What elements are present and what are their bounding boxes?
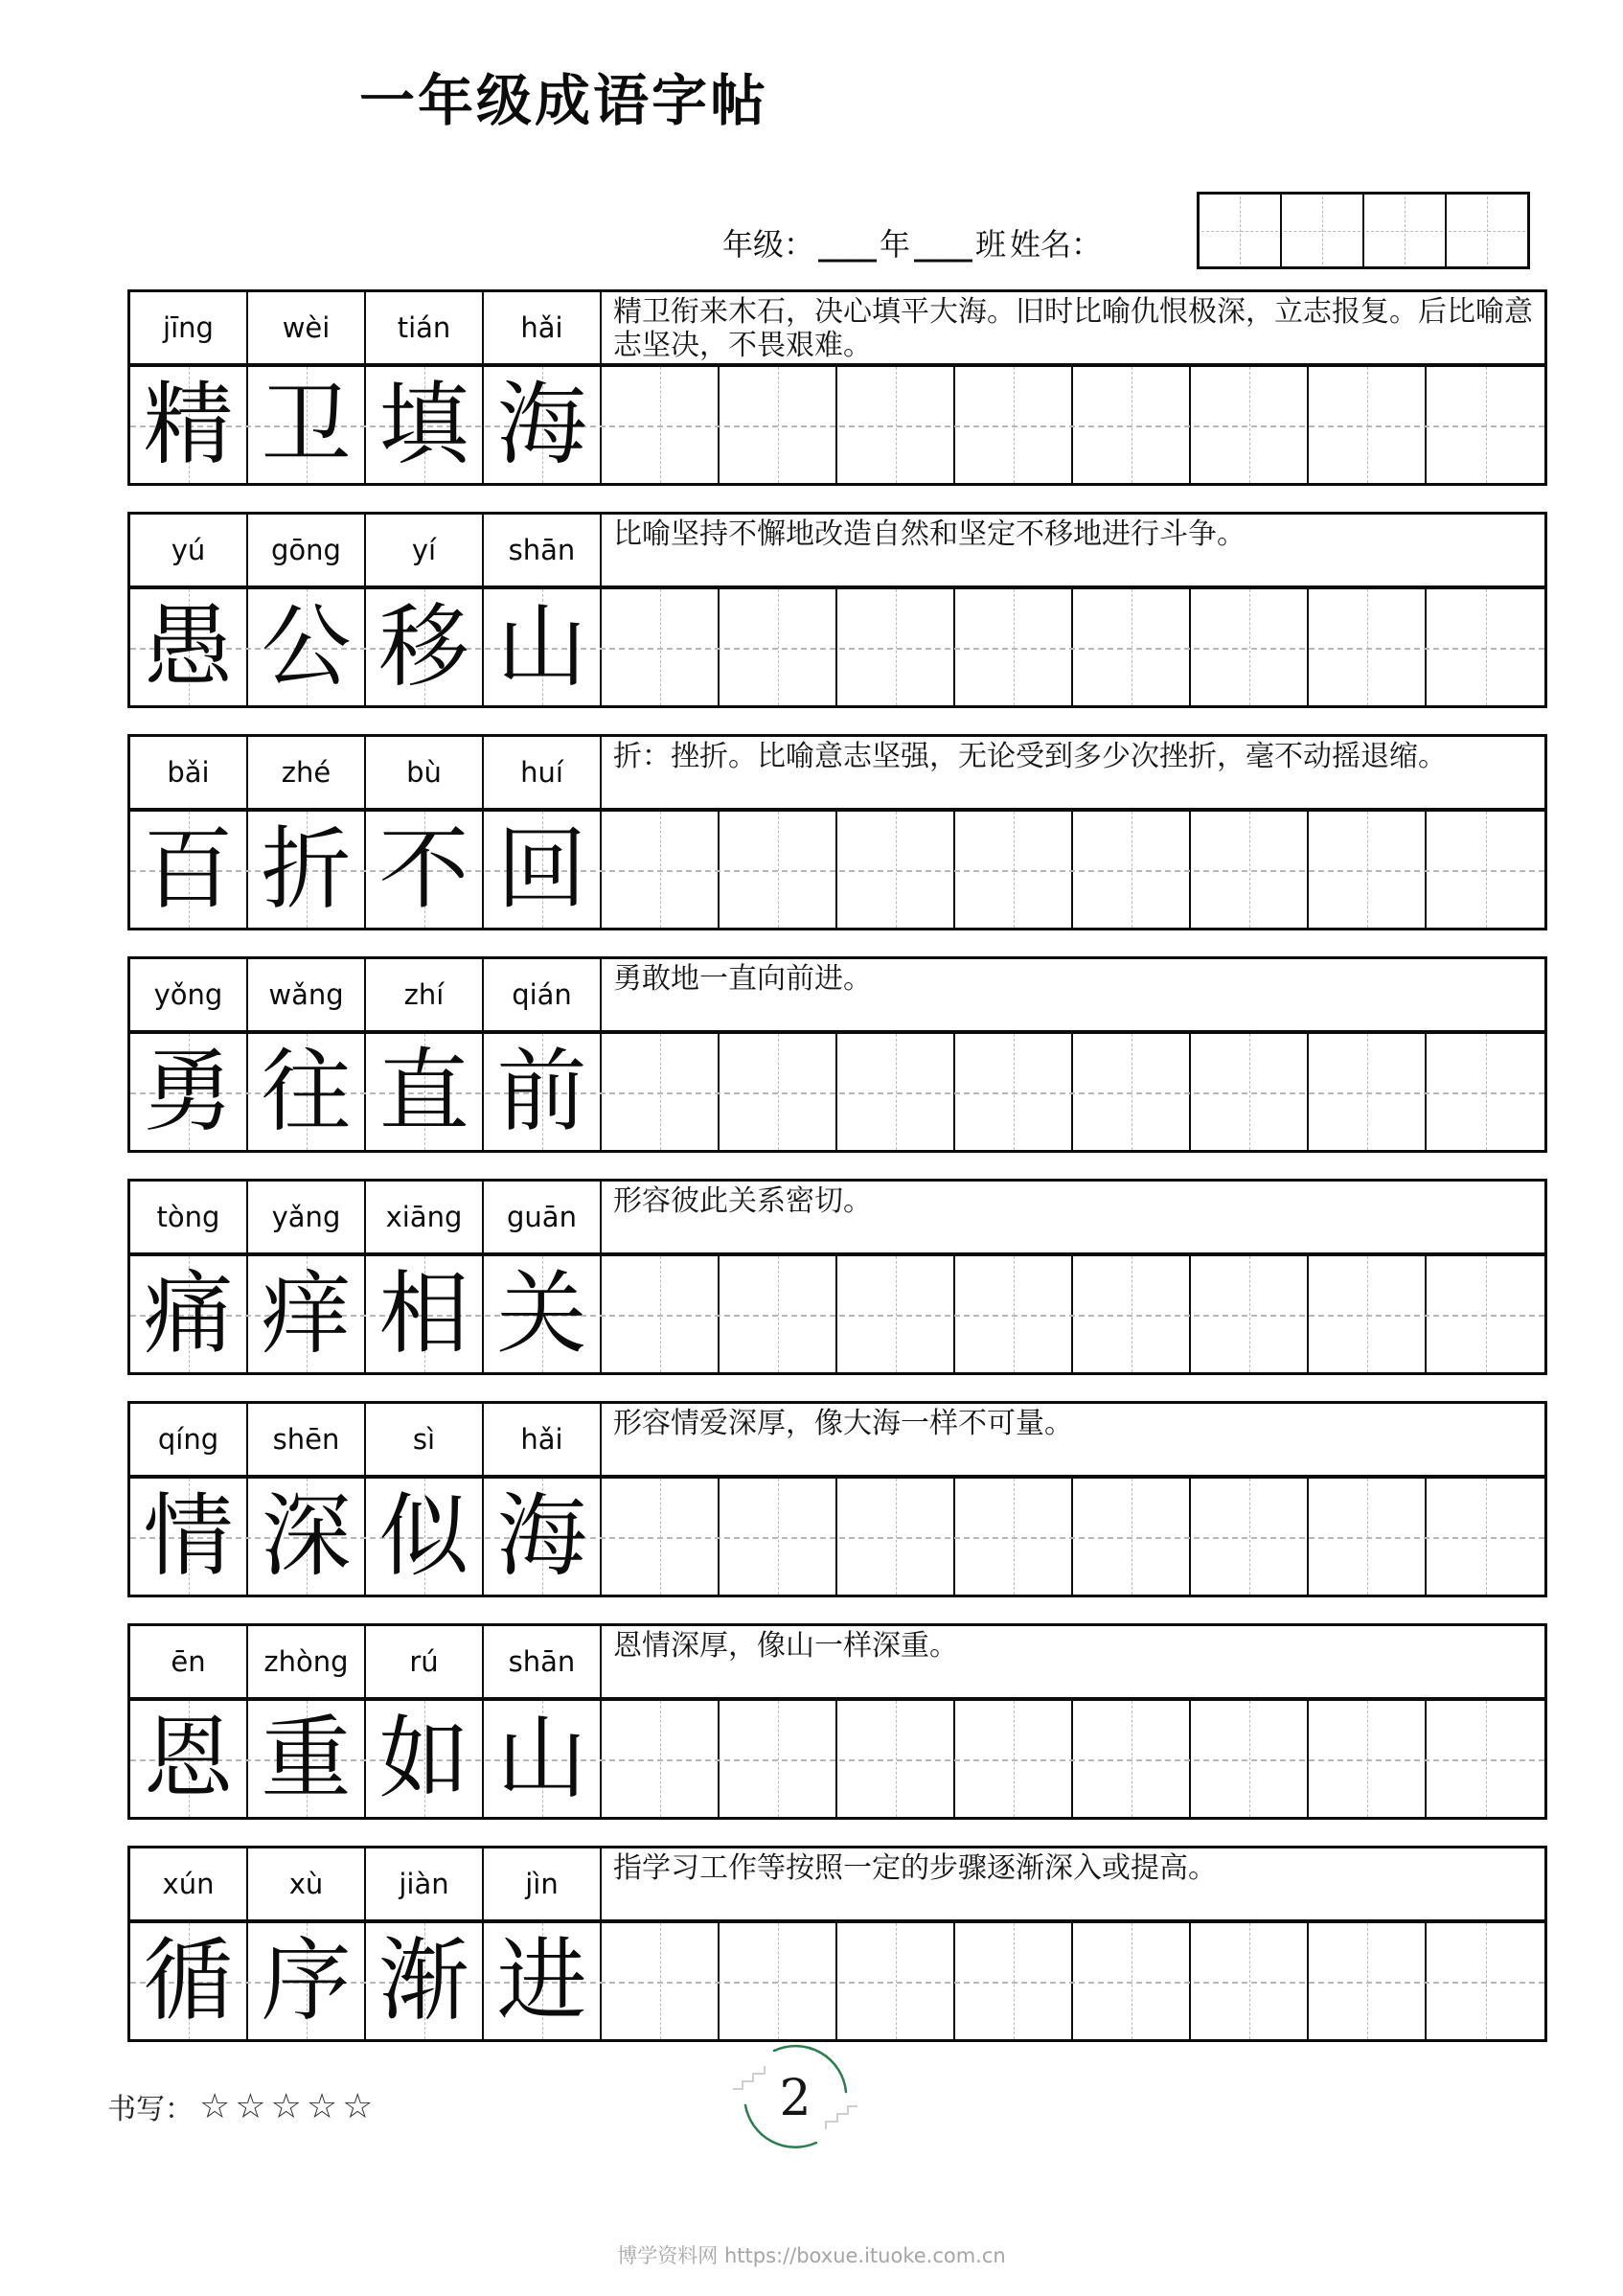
idiom-character-cell [130, 1479, 248, 1595]
definition-text: 勇敢地一直向前进。 [613, 962, 872, 996]
practice-cell [1191, 812, 1309, 928]
idiom-character: 勇 [143, 1039, 234, 1144]
pinyin-cell: guān [484, 1182, 602, 1252]
practice-cell [1191, 1256, 1309, 1372]
idiom-block [127, 956, 1547, 1153]
idiom-character: 公 [261, 594, 352, 700]
pinyin-cell: shān [484, 515, 602, 585]
practice-cell [837, 1923, 955, 2039]
idiom-character-cell [248, 1923, 366, 2039]
grade-blank: ____ [818, 226, 877, 263]
practice-cell [955, 1479, 1073, 1595]
practice-cell [1191, 589, 1309, 705]
character-practice-row [130, 1479, 1544, 1595]
idiom-character-cell [130, 1034, 248, 1150]
practice-cell [955, 367, 1073, 483]
practice-cell [1309, 1256, 1427, 1372]
idiom-character: 痛 [143, 1261, 234, 1366]
idiom-character: 精 [143, 372, 234, 477]
idiom-character-cell [130, 589, 248, 705]
character-practice-row [130, 1034, 1544, 1150]
pinyin-cell: qián [484, 959, 602, 1030]
idiom-character-cell [366, 1479, 484, 1595]
character-practice-row [130, 589, 1544, 705]
idiom-block [127, 512, 1547, 708]
definition-text: 恩情深厚，像山一样深重。 [613, 1629, 958, 1663]
idiom-character-cell [484, 589, 602, 705]
practice-cell [1309, 1923, 1427, 2039]
idiom-character: 折 [261, 816, 352, 922]
practice-cell [837, 1256, 955, 1372]
pinyin-cell: zhòng [248, 1626, 366, 1697]
idiom-character: 百 [143, 816, 234, 922]
character-practice-row [130, 1256, 1544, 1372]
practice-cell [1427, 812, 1544, 928]
practice-cell [1073, 1923, 1191, 2039]
grade-label: 年级： [722, 226, 815, 263]
footer-site-link: 博学资料网 https://boxue.ituoke.com.cn [617, 2244, 1006, 2267]
idiom-character-cell [248, 589, 366, 705]
pinyin-cell: yǎng [248, 1182, 366, 1252]
practice-cell [837, 1034, 955, 1150]
idiom-blocks [127, 289, 1547, 2068]
idiom-character-cell [248, 1701, 366, 1817]
idiom-character-cell [484, 1256, 602, 1372]
name-label: 姓名： [1010, 226, 1103, 263]
definition-text: 形容情爱深厚，像大海一样不可量。 [613, 1407, 1073, 1440]
idiom-character-cell [366, 812, 484, 928]
definition-text: 精卫衔来木石，决心填平大海。旧时比喻仇恨极深，立志报复。后比喻意志坚决，不畏艰难。 [613, 295, 1533, 362]
pinyin-cell: huí [484, 737, 602, 808]
practice-cell [1427, 589, 1544, 705]
idiom-character: 不 [378, 816, 469, 922]
pinyin-cell: hǎi [484, 292, 602, 363]
idiom-block [127, 1401, 1547, 1597]
practice-cell [837, 589, 955, 705]
practice-cell [955, 589, 1073, 705]
practice-cell [720, 1256, 837, 1372]
practice-cell [1309, 1701, 1427, 1817]
pinyin-cell: shān [484, 1626, 602, 1697]
idiom-character: 移 [378, 594, 469, 700]
idiom-character: 往 [261, 1039, 352, 1144]
practice-cell [720, 589, 837, 705]
practice-cell [602, 1923, 720, 2039]
pinyin-definition-row [130, 1848, 1544, 1923]
pinyin-cell: tòng [130, 1182, 248, 1252]
practice-cell [1073, 367, 1191, 483]
pinyin-cell: bù [366, 737, 484, 808]
definition-text: 比喻坚持不懈地改造自然和坚定不移地进行斗争。 [613, 517, 1246, 551]
idiom-character-cell [366, 1701, 484, 1817]
pinyin-cell: wèi [248, 292, 366, 363]
idiom-character: 卫 [261, 372, 352, 477]
practice-cell [602, 812, 720, 928]
character-practice-row [130, 1923, 1544, 2039]
class-label: 班 [975, 226, 1007, 263]
pinyin-definition-row [130, 1626, 1544, 1701]
idiom-character-cell [248, 812, 366, 928]
page-title: 一年级成语字帖 [359, 68, 769, 133]
pinyin-cell: xù [248, 1848, 366, 1919]
idiom-character-cell [366, 589, 484, 705]
name-box [1200, 195, 1282, 266]
idiom-character: 相 [378, 1261, 469, 1366]
pinyin-definition-row [130, 1404, 1544, 1479]
idiom-character: 进 [496, 1928, 587, 2033]
practice-cell [602, 367, 720, 483]
practice-cell [720, 1923, 837, 2039]
idiom-character: 重 [261, 1706, 352, 1811]
name-writing-boxes [1197, 192, 1530, 269]
idiom-character: 如 [378, 1706, 469, 1811]
idiom-character: 恩 [143, 1706, 234, 1811]
practice-cell [602, 1256, 720, 1372]
pinyin-cell: ēn [130, 1626, 248, 1697]
pinyin-cell: bǎi [130, 737, 248, 808]
idiom-character-cell [366, 1923, 484, 2039]
idiom-character-cell [248, 1034, 366, 1150]
pinyin-cell: yí [366, 515, 484, 585]
pinyin-definition-row [130, 1182, 1544, 1256]
idiom-character: 序 [261, 1928, 352, 2033]
practice-cell [1309, 1479, 1427, 1595]
idiom-block [127, 1846, 1547, 2042]
pinyin-cell: jiàn [366, 1848, 484, 1919]
definition-text: 折：挫折。比喻意志坚强，无论受到多少次挫折，毫不动摇退缩。 [613, 740, 1447, 773]
idiom-character-cell [130, 367, 248, 483]
practice-cell [837, 812, 955, 928]
practice-cell [720, 367, 837, 483]
pinyin-cell: shēn [248, 1404, 366, 1475]
idiom-character: 情 [143, 1483, 234, 1589]
idiom-character: 山 [496, 594, 587, 700]
pinyin-cell: wǎng [248, 959, 366, 1030]
idiom-character: 直 [378, 1039, 469, 1144]
definition-text: 形容彼此关系密切。 [613, 1184, 872, 1218]
pinyin-definition-row [130, 515, 1544, 589]
practice-cell [1309, 367, 1427, 483]
page-number-badge [728, 2039, 862, 2159]
practice-cell [1309, 1034, 1427, 1150]
practice-cell [1073, 1479, 1191, 1595]
practice-cell [955, 812, 1073, 928]
idiom-character: 痒 [261, 1261, 352, 1366]
pinyin-cell: yǒng [130, 959, 248, 1030]
practice-cell [602, 1034, 720, 1150]
practice-cell [955, 1701, 1073, 1817]
idiom-character-cell [130, 812, 248, 928]
idiom-character-cell [484, 1479, 602, 1595]
pinyin-definition-row [130, 959, 1544, 1034]
pinyin-cell: gōng [248, 515, 366, 585]
idiom-block [127, 734, 1547, 930]
pinyin-cell: sì [366, 1404, 484, 1475]
grade-name-line [720, 220, 1104, 264]
idiom-block [127, 289, 1547, 486]
idiom-character-cell [484, 1923, 602, 2039]
practice-cell [837, 1701, 955, 1817]
practice-cell [955, 1034, 1073, 1150]
idiom-character: 海 [496, 1483, 587, 1589]
practice-cell [602, 1701, 720, 1817]
name-box [1282, 195, 1364, 266]
character-practice-row [130, 1701, 1544, 1817]
idiom-character-cell [484, 367, 602, 483]
idiom-character-cell [130, 1256, 248, 1372]
practice-cell [1427, 367, 1544, 483]
idiom-character: 似 [378, 1483, 469, 1589]
practice-cell [1191, 1923, 1309, 2039]
idiom-character-cell [484, 812, 602, 928]
practice-cell [1427, 1923, 1544, 2039]
writing-rating [107, 2085, 377, 2127]
practice-cell [720, 1479, 837, 1595]
pinyin-definition-row [130, 292, 1544, 367]
pinyin-cell: jīng [130, 292, 248, 363]
character-practice-row [130, 812, 1544, 928]
idiom-character: 填 [378, 372, 469, 477]
idiom-character: 海 [496, 372, 587, 477]
pinyin-cell: zhé [248, 737, 366, 808]
practice-cell [1191, 367, 1309, 483]
pinyin-cell: tián [366, 292, 484, 363]
practice-cell [1427, 1256, 1544, 1372]
practice-cell [1073, 1256, 1191, 1372]
idiom-block [127, 1623, 1547, 1820]
class-blank: ____ [914, 226, 972, 263]
idiom-character-cell [130, 1701, 248, 1817]
name-box [1364, 195, 1447, 266]
year-label: 年 [880, 226, 911, 263]
idiom-character: 愚 [143, 594, 234, 700]
practice-cell [837, 1479, 955, 1595]
practice-cell [720, 1034, 837, 1150]
idiom-character: 循 [143, 1928, 234, 2033]
idiom-character: 前 [496, 1039, 587, 1144]
practice-cell [1427, 1034, 1544, 1150]
idiom-character-cell [248, 1479, 366, 1595]
pinyin-cell: rú [366, 1626, 484, 1697]
definition-text: 指学习工作等按照一定的步骤逐渐深入或提高。 [613, 1851, 1217, 1885]
idiom-character-cell [366, 1034, 484, 1150]
practice-cell [720, 812, 837, 928]
idiom-character: 渐 [378, 1928, 469, 2033]
practice-cell [1309, 589, 1427, 705]
pinyin-cell: xún [130, 1848, 248, 1919]
pinyin-cell: hǎi [484, 1404, 602, 1475]
practice-cell [955, 1256, 1073, 1372]
practice-cell [602, 1479, 720, 1595]
idiom-character: 深 [261, 1483, 352, 1589]
practice-cell [1191, 1701, 1309, 1817]
practice-cell [1073, 812, 1191, 928]
idiom-character: 回 [496, 816, 587, 922]
pinyin-cell: xiāng [366, 1182, 484, 1252]
rating-stars: ☆☆☆☆☆ [199, 2086, 378, 2126]
name-box [1447, 195, 1527, 266]
practice-cell [1073, 589, 1191, 705]
practice-cell [1073, 1034, 1191, 1150]
idiom-character-cell [248, 1256, 366, 1372]
pinyin-definition-row [130, 737, 1544, 812]
pinyin-cell: qíng [130, 1404, 248, 1475]
idiom-character-cell [366, 1256, 484, 1372]
pinyin-cell: zhí [366, 959, 484, 1030]
pinyin-cell: jìn [484, 1848, 602, 1919]
practice-cell [1191, 1479, 1309, 1595]
practice-cell [955, 1923, 1073, 2039]
practice-cell [1191, 1034, 1309, 1150]
rating-label: 书写： [107, 2093, 194, 2126]
practice-cell [1427, 1701, 1544, 1817]
practice-cell [602, 589, 720, 705]
idiom-character-cell [248, 367, 366, 483]
pinyin-cell: yú [130, 515, 248, 585]
practice-cell [720, 1701, 837, 1817]
character-practice-row [130, 367, 1544, 483]
idiom-block [127, 1179, 1547, 1375]
idiom-character-cell [130, 1923, 248, 2039]
page-number: 2 [779, 2070, 812, 2127]
idiom-character-cell [484, 1701, 602, 1817]
practice-cell [1309, 812, 1427, 928]
practice-cell [1073, 1701, 1191, 1817]
idiom-character-cell [484, 1034, 602, 1150]
practice-cell [1427, 1479, 1544, 1595]
idiom-character: 关 [496, 1261, 587, 1366]
idiom-character: 山 [496, 1706, 587, 1811]
idiom-character-cell [366, 367, 484, 483]
practice-cell [837, 367, 955, 483]
